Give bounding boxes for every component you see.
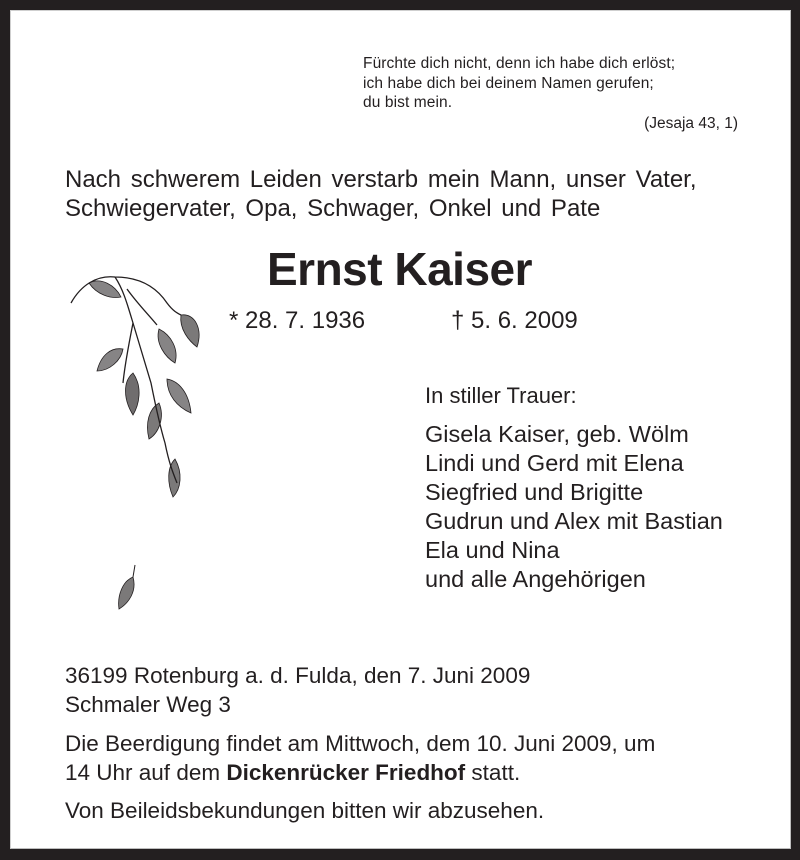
mourner-item: Gudrun und Alex mit Bastian xyxy=(425,508,723,534)
verse-line: ich habe dich bei deinem Namen gerufen; xyxy=(363,74,654,92)
mourner-item: Lindi und Gerd mit Elena xyxy=(425,450,684,476)
funeral-line-2 xyxy=(65,758,655,787)
death-date: † 5. 6. 2009 xyxy=(451,307,578,334)
mourner-item: Gisela Kaiser, geb. Wölm xyxy=(425,421,689,447)
cemetery-name: Dickenrücker Friedhof xyxy=(226,760,466,785)
mourner-item: Siegfried und Brigitte xyxy=(425,479,644,505)
obituary-notice xyxy=(10,10,791,849)
verse-reference: (Jesaja 43, 1) xyxy=(644,115,738,132)
funeral-suffix: statt. xyxy=(465,760,521,785)
funeral-prefix: 14 Uhr auf dem xyxy=(65,760,227,785)
address-line: Schmaler Weg 3 xyxy=(65,692,231,717)
birth-date: * 28. 7. 1936 xyxy=(229,307,366,334)
funeral-line-1: Die Beerdigung findet am Mittwoch, dem 10. Juni 2009, um xyxy=(65,731,656,756)
mourning-label: In stiller Trauer: xyxy=(425,383,577,408)
intro-text xyxy=(65,165,697,223)
bible-verse xyxy=(363,54,675,113)
funeral-info xyxy=(65,729,655,787)
intro-line: Nach schwerem Leiden verstarb mein Mann, unser Vater, xyxy=(65,166,697,193)
mourner-item: und alle Angehörigen xyxy=(425,566,646,592)
leaf-branch-icon xyxy=(67,263,207,628)
closing-note: Von Beileidsbekundungen bitten wir abzusehen. xyxy=(65,798,545,823)
mourner-item: Ela und Nina xyxy=(425,537,560,563)
place-date-line: 36199 Rotenburg a. d. Fulda, den 7. Juni 2009 xyxy=(65,663,531,688)
intro-line: Schwiegervater, Opa, Schwager, Onkel und Pate xyxy=(65,195,601,222)
verse-line: du bist mein. xyxy=(363,94,453,111)
mourners-list xyxy=(425,420,723,594)
place-and-date xyxy=(65,661,530,719)
verse-line: Fürchte dich nicht, denn ich habe dich erlöst; xyxy=(363,55,676,72)
deceased-name: Ernst Kaiser xyxy=(267,243,533,295)
